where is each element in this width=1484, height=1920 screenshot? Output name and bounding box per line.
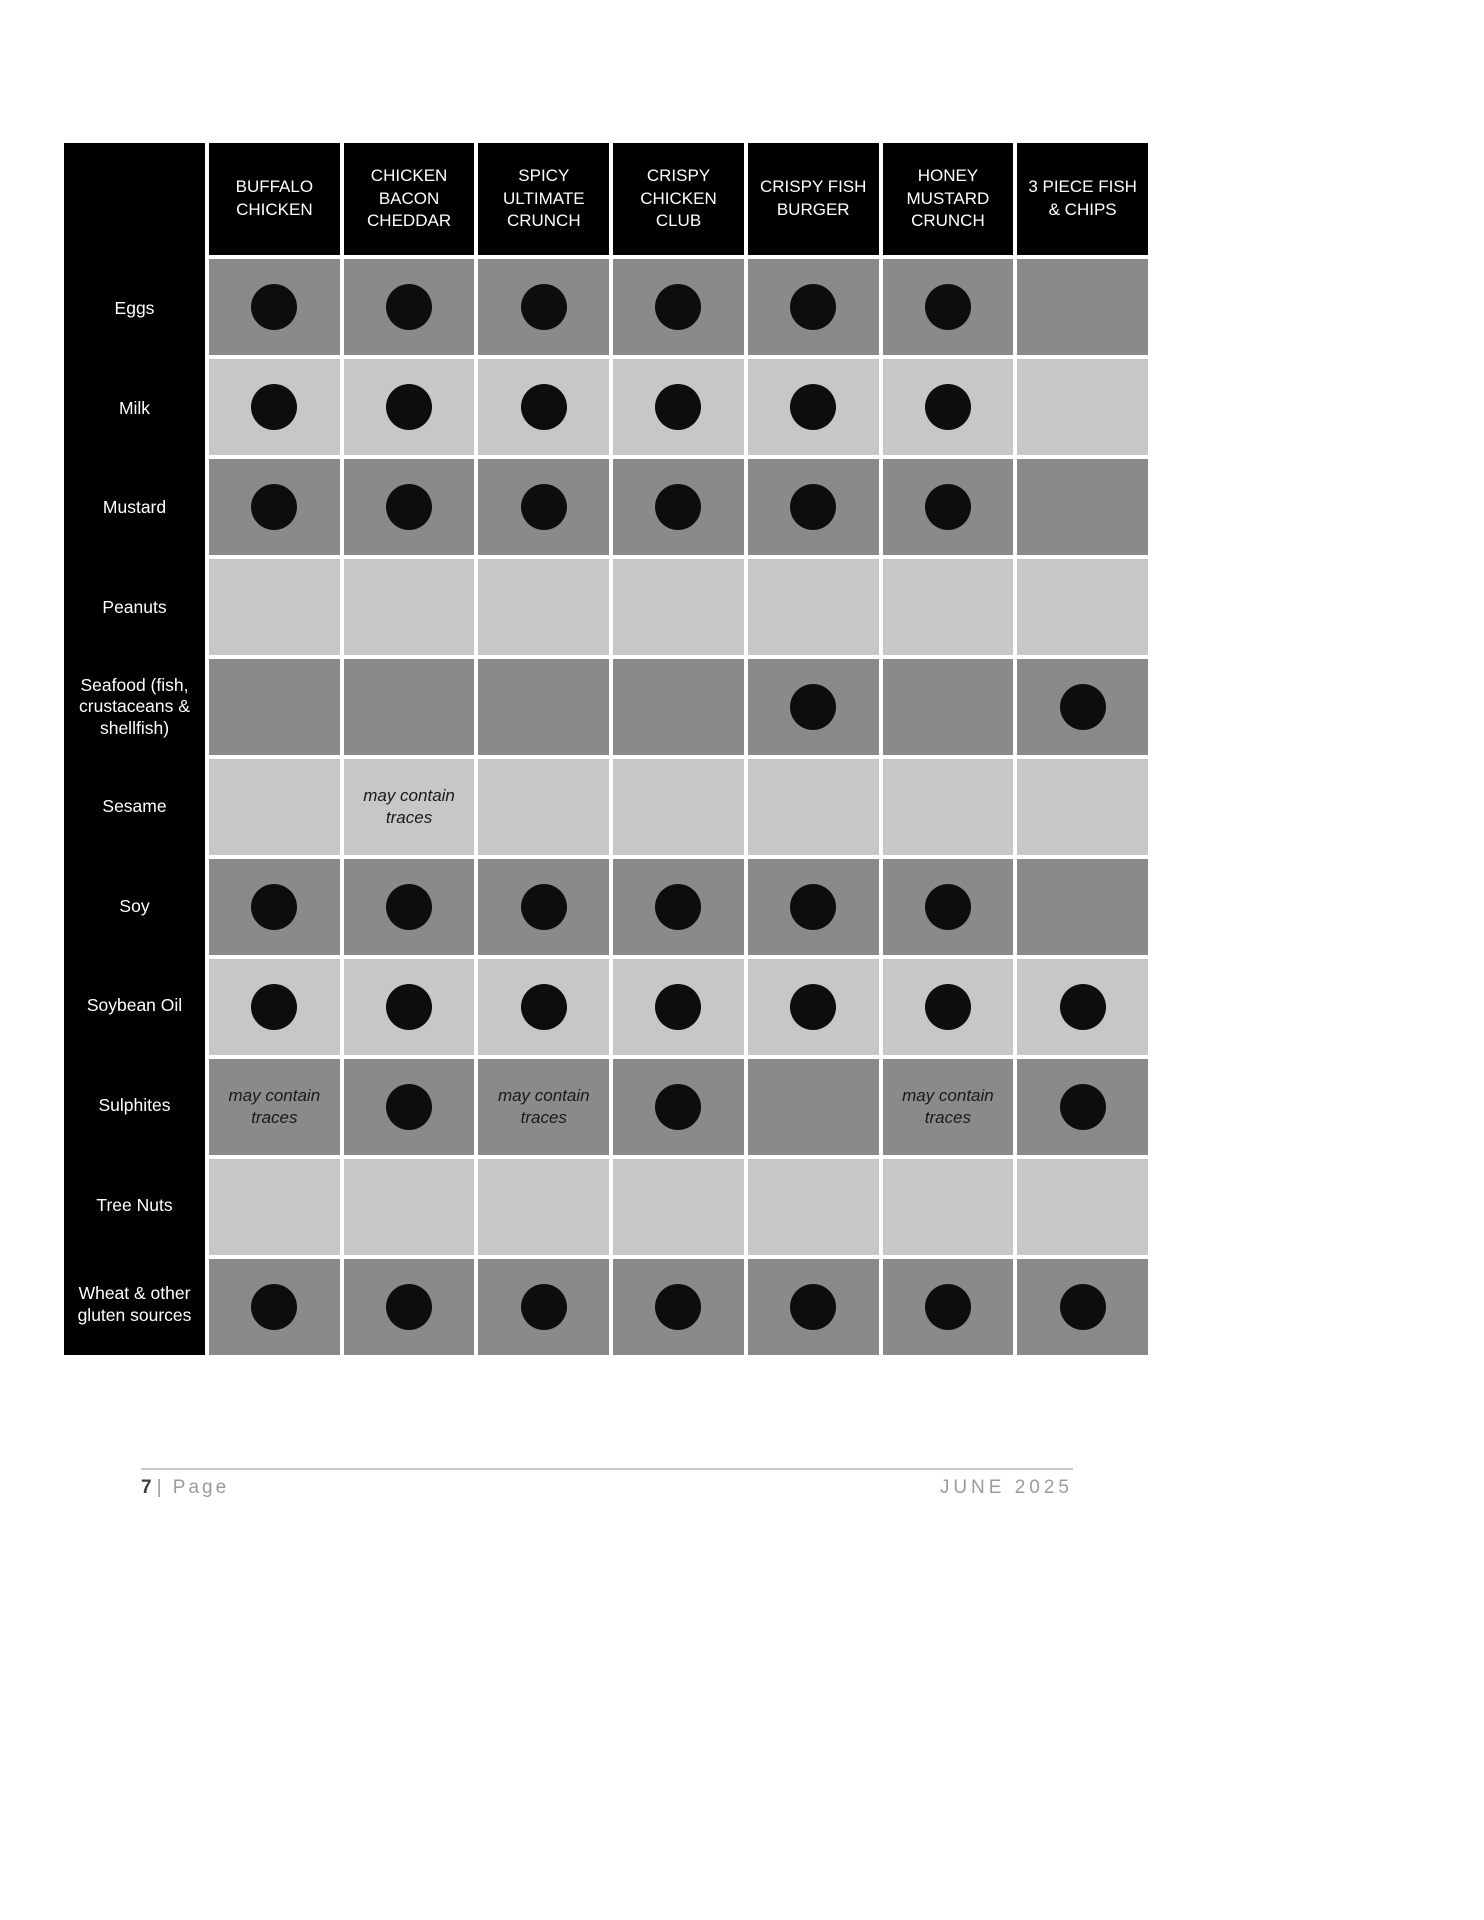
column-header: SPICY ULTIMATE CRUNCH bbox=[478, 143, 609, 255]
allergen-dot bbox=[386, 1284, 432, 1330]
column-header: CRISPY FISH BURGER bbox=[748, 143, 879, 255]
allergen-cell bbox=[209, 859, 340, 955]
allergen-dot bbox=[251, 884, 297, 930]
allergen-cell bbox=[613, 759, 744, 855]
allergen-cell bbox=[1017, 459, 1148, 555]
row-label: Sulphites bbox=[98, 1094, 171, 1115]
may-contain-traces-label: may contain traces bbox=[363, 785, 455, 827]
column-header: BUFFALO CHICKEN bbox=[209, 143, 340, 255]
allergen-dot bbox=[655, 984, 701, 1030]
allergen-cell bbox=[209, 659, 340, 755]
allergen-cell bbox=[613, 859, 744, 955]
corner-cell bbox=[64, 143, 205, 259]
allergen-dot bbox=[925, 884, 971, 930]
allergen-table bbox=[64, 143, 1148, 1355]
allergen-cell bbox=[748, 259, 879, 355]
allergen-dot bbox=[655, 384, 701, 430]
allergen-dot bbox=[386, 384, 432, 430]
row-label: Soybean Oil bbox=[86, 995, 183, 1016]
allergen-dot bbox=[790, 884, 836, 930]
allergen-dot bbox=[790, 284, 836, 330]
allergen-dot bbox=[1060, 1084, 1106, 1130]
allergen-cell bbox=[344, 659, 475, 755]
allergen-cell bbox=[344, 559, 475, 655]
data-grid bbox=[209, 143, 1148, 1355]
allergen-dot bbox=[386, 1084, 432, 1130]
allergen-cell bbox=[613, 1159, 744, 1255]
row-label: Mustard bbox=[102, 497, 167, 518]
allergen-cell bbox=[478, 959, 609, 1055]
row-label: Soy bbox=[119, 895, 150, 916]
allergen-dot bbox=[521, 1284, 567, 1330]
allergen-cell bbox=[748, 459, 879, 555]
allergen-cell bbox=[1017, 659, 1148, 755]
allergen-cell bbox=[883, 759, 1014, 855]
allergen-cell bbox=[883, 559, 1014, 655]
allergen-cell bbox=[748, 359, 879, 455]
allergen-cell bbox=[883, 659, 1014, 755]
allergen-dot bbox=[521, 884, 567, 930]
allergen-cell bbox=[478, 859, 609, 955]
allergen-dot bbox=[655, 1284, 701, 1330]
allergen-dot bbox=[1060, 984, 1106, 1030]
allergen-cell bbox=[1017, 359, 1148, 455]
allergen-dot bbox=[655, 1084, 701, 1130]
allergen-cell bbox=[209, 359, 340, 455]
allergen-cell bbox=[209, 259, 340, 355]
allergen-dot bbox=[521, 384, 567, 430]
allergen-cell bbox=[1017, 959, 1148, 1055]
allergen-cell bbox=[613, 559, 744, 655]
column-header: HONEY MUSTARD CRUNCH bbox=[883, 143, 1014, 255]
column-header: CHICKEN BACON CHEDDAR bbox=[344, 143, 475, 255]
allergen-cell bbox=[613, 659, 744, 755]
allergen-cell bbox=[883, 1259, 1014, 1355]
allergen-cell bbox=[883, 959, 1014, 1055]
may-contain-traces-label: may contain traces bbox=[902, 1085, 994, 1127]
may-contain-traces-label: may contain traces bbox=[497, 1085, 590, 1127]
allergen-cell bbox=[478, 259, 609, 355]
row-label: Peanuts bbox=[102, 596, 167, 617]
allergen-cell bbox=[478, 1259, 609, 1355]
allergen-dot bbox=[251, 284, 297, 330]
allergen-dot bbox=[521, 984, 567, 1030]
page-number: 7 bbox=[141, 1477, 153, 1498]
allergen-dot bbox=[521, 484, 567, 530]
allergen-cell bbox=[478, 659, 609, 755]
allergen-cell bbox=[344, 759, 475, 855]
allergen-cell bbox=[209, 459, 340, 555]
allergen-cell bbox=[344, 459, 475, 555]
allergen-cell bbox=[883, 459, 1014, 555]
allergen-cell bbox=[344, 959, 475, 1055]
allergen-cell bbox=[748, 859, 879, 955]
allergen-cell bbox=[344, 859, 475, 955]
allergen-cell bbox=[209, 1059, 340, 1155]
allergen-cell bbox=[344, 1259, 475, 1355]
allergen-dot bbox=[251, 1284, 297, 1330]
allergen-cell bbox=[209, 959, 340, 1055]
allergen-cell bbox=[344, 259, 475, 355]
allergen-cell bbox=[1017, 759, 1148, 855]
allergen-cell bbox=[748, 1059, 879, 1155]
allergen-cell bbox=[883, 859, 1014, 955]
allergen-cell bbox=[613, 459, 744, 555]
may-contain-traces-label: may contain traces bbox=[228, 1085, 321, 1127]
allergen-dot bbox=[655, 284, 701, 330]
allergen-cell bbox=[1017, 1259, 1148, 1355]
allergen-cell bbox=[748, 659, 879, 755]
allergen-cell bbox=[209, 1259, 340, 1355]
footer-page-indicator bbox=[141, 1477, 229, 1499]
allergen-dot bbox=[521, 284, 567, 330]
allergen-cell bbox=[1017, 1059, 1148, 1155]
allergen-dot bbox=[386, 284, 432, 330]
allergen-cell bbox=[478, 759, 609, 855]
row-label-column bbox=[64, 143, 205, 1355]
allergen-dot bbox=[386, 984, 432, 1030]
row-label: Eggs bbox=[114, 297, 155, 318]
column-header: CRISPY CHICKEN CLUB bbox=[613, 143, 744, 255]
allergen-cell bbox=[478, 359, 609, 455]
allergen-cell bbox=[478, 1059, 609, 1155]
allergen-cell bbox=[478, 459, 609, 555]
allergen-dot bbox=[790, 484, 836, 530]
allergen-dot bbox=[251, 484, 297, 530]
allergen-cell bbox=[1017, 259, 1148, 355]
allergen-dot bbox=[790, 984, 836, 1030]
allergen-dot bbox=[655, 484, 701, 530]
allergen-cell bbox=[613, 359, 744, 455]
allergen-cell bbox=[344, 1059, 475, 1155]
allergen-dot bbox=[386, 484, 432, 530]
footer-date: JUNE 2025 bbox=[939, 1477, 1073, 1498]
allergen-dot bbox=[925, 1284, 971, 1330]
allergen-cell bbox=[748, 959, 879, 1055]
row-label: Tree Nuts bbox=[96, 1194, 173, 1215]
allergen-dot bbox=[251, 984, 297, 1030]
allergen-cell bbox=[478, 559, 609, 655]
row-label: Wheat & other gluten sources bbox=[77, 1283, 192, 1326]
column-header: 3 PIECE FISH & CHIPS bbox=[1017, 143, 1148, 255]
row-label: Seafood (fish, crustaceans & shellfish) bbox=[79, 674, 190, 739]
allergen-dot bbox=[1060, 684, 1106, 730]
allergen-dot bbox=[790, 1284, 836, 1330]
allergen-cell bbox=[344, 359, 475, 455]
allergen-cell bbox=[613, 1259, 744, 1355]
allergen-cell bbox=[748, 1159, 879, 1255]
allergen-cell bbox=[748, 1259, 879, 1355]
allergen-dot bbox=[925, 284, 971, 330]
allergen-cell bbox=[613, 259, 744, 355]
row-label: Sesame bbox=[102, 796, 167, 817]
allergen-cell bbox=[209, 759, 340, 855]
allergen-cell bbox=[748, 559, 879, 655]
allergen-cell bbox=[1017, 859, 1148, 955]
allergen-cell bbox=[883, 259, 1014, 355]
allergen-cell bbox=[478, 1159, 609, 1255]
allergen-cell bbox=[344, 1159, 475, 1255]
allergen-cell bbox=[883, 1059, 1014, 1155]
allergen-dot bbox=[386, 884, 432, 930]
allergen-dot bbox=[925, 984, 971, 1030]
row-label: Milk bbox=[118, 397, 151, 418]
allergen-dot bbox=[655, 884, 701, 930]
allergen-dot bbox=[790, 684, 836, 730]
footer bbox=[141, 1468, 1073, 1499]
allergen-cell bbox=[883, 1159, 1014, 1255]
allergen-dot bbox=[251, 384, 297, 430]
allergen-dot bbox=[925, 484, 971, 530]
allergen-cell bbox=[883, 359, 1014, 455]
allergen-cell bbox=[209, 1159, 340, 1255]
allergen-dot bbox=[1060, 1284, 1106, 1330]
allergen-cell bbox=[613, 959, 744, 1055]
allergen-cell bbox=[1017, 559, 1148, 655]
allergen-cell bbox=[613, 1059, 744, 1155]
allergen-dot bbox=[790, 384, 836, 430]
allergen-dot bbox=[925, 384, 971, 430]
page-label: | Page bbox=[156, 1477, 230, 1498]
allergen-cell bbox=[1017, 1159, 1148, 1255]
allergen-cell bbox=[209, 559, 340, 655]
allergen-cell bbox=[748, 759, 879, 855]
